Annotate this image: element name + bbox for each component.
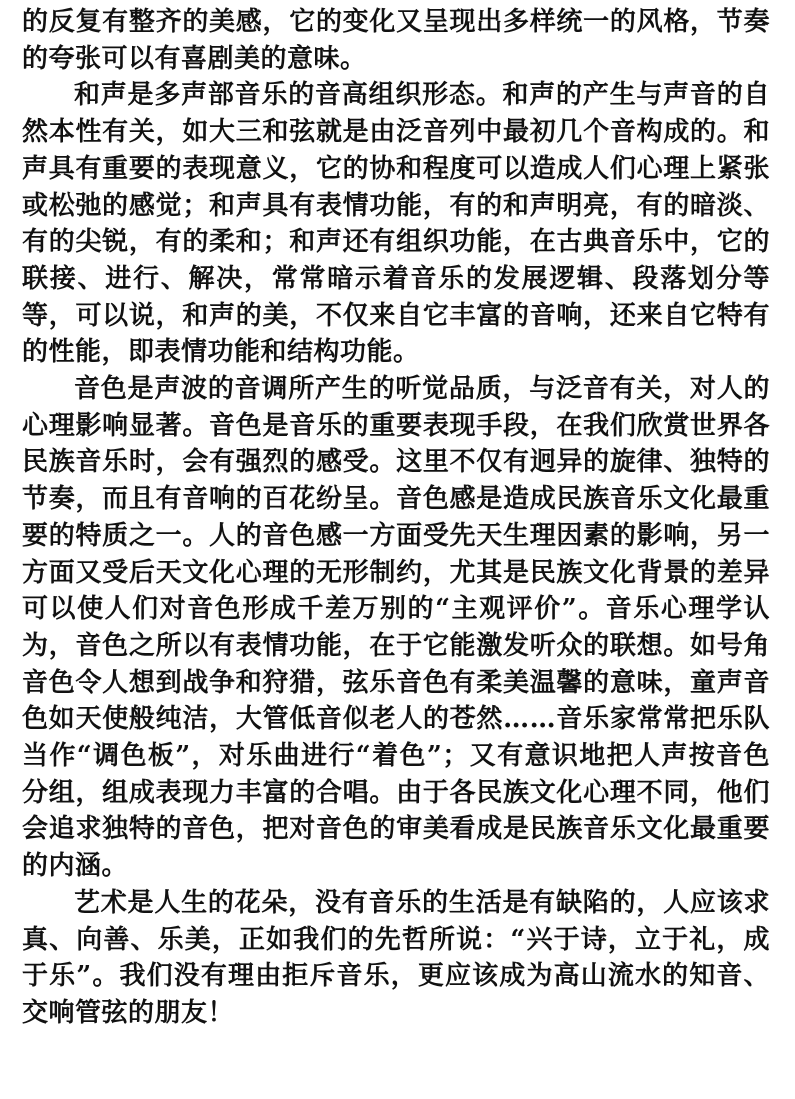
paragraph-rhythm-continuation: 的反复有整齐的美感，它的变化又呈现出多样统一的风格，节奏的夸张可以有喜剧美的意味。 — [22, 7, 770, 74]
paragraph-timbre: 音色是声波的音调所产生的听觉品质，与泛音有关，对人的心理影响显著。音色是音乐的重要表现手段，在我们欣赏世界各民族音乐时，会有强烈的感受。这里不仅有迥异的旋律、独特的节奏，而且有音响的百花纷呈。音色感是造成民族音乐文化最重要的特质之一。人的音色感一方面受先天生理因素的影响，另一方面又受后天文化心理的无形制约，尤其是民族文化背景的差异可以使人们对音色形成千差万别的“主观评价”。音乐心理学认为，音色之所以有表情功能，在于它能激发听众的联想。如号角音色令人想到战争和狩猎，弦乐音色有柔美温馨的意味，童声音色如天使般纯洁，大管低音似老人的苍然……音乐家常常把乐队当作“调色板”，对乐曲进行“着色”；又有意识地把人声按音色分组，组成表现力丰富的合唱。由于各民族文化心理不同，他们会追求独特的音色，把对音色的审美看成是民族音乐文化最重要的内涵。 — [22, 374, 770, 882]
document-body — [22, 4, 770, 1032]
paragraph-art-conclusion: 艺术是人生的花朵，没有音乐的生活是有缺陷的，人应该求真、向善、乐美，正如我们的先哲所说：“兴于诗，立于礼，成于乐”。我们没有理由拒斥音乐，更应该成为高山流水的知音、交响管弦的朋友！ — [22, 887, 770, 1028]
paragraph-harmony: 和声是多声部音乐的音高组织形态。和声的产生与声音的自然本性有关，如大三和弦就是由泛音列中最初几个音构成的。和声具有重要的表现意义，它的协和程度可以造成人们心理上紧张或松弛的感觉；和声具有表情功能，有的和声明亮，有的暗淡、有的尖锐，有的柔和；和声还有组织功能，在古典音乐中，它的联接、进行、解决，常常暗示着音乐的发展逻辑、段落划分等等，可以说，和声的美，不仅来自它丰富的音响，还来自它特有的性能，即表情功能和结构功能。 — [22, 80, 770, 368]
